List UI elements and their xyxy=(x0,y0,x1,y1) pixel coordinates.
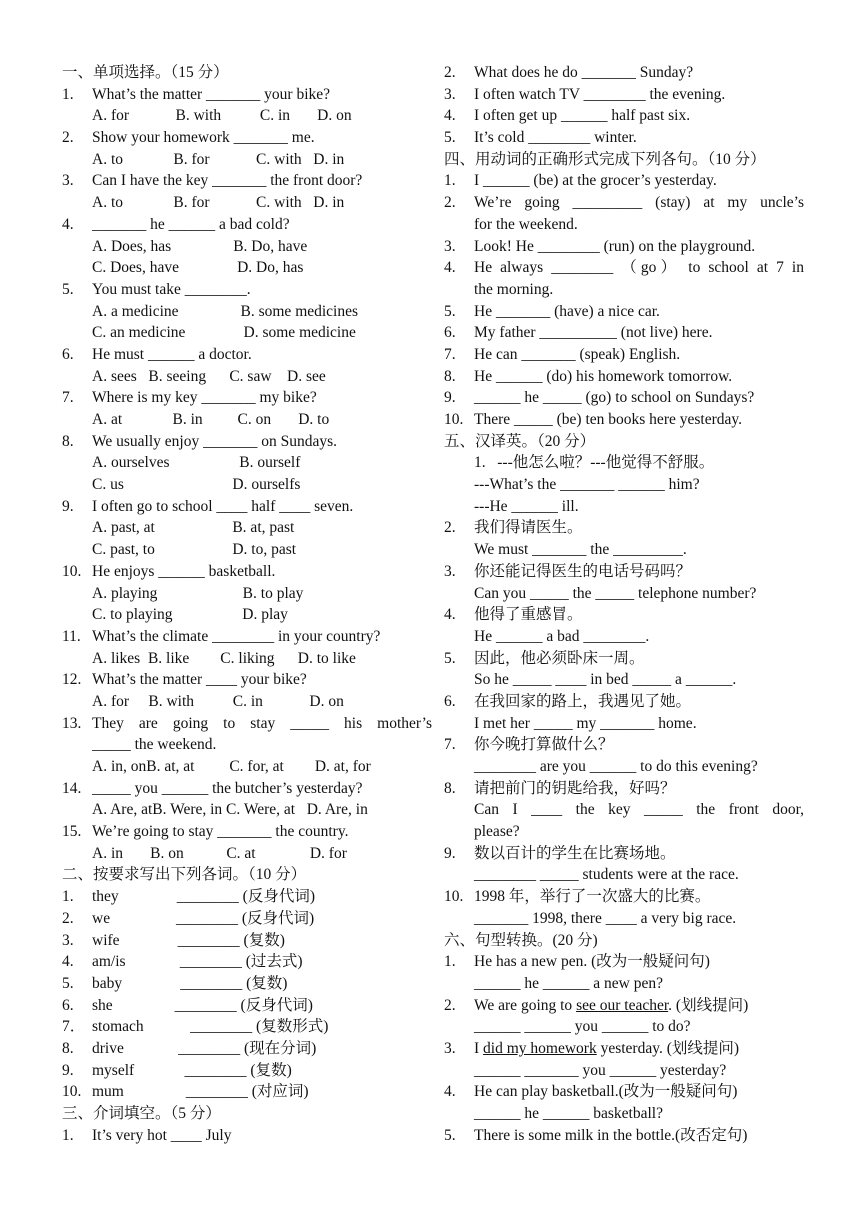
answer-line: He ______ a bad ________. xyxy=(474,627,650,645)
section-heading: 一、单项选择。（15 分） xyxy=(62,64,229,81)
question-line xyxy=(444,257,804,279)
question-text: He has a new pen. (改为一般疑问句) xyxy=(474,953,710,971)
question-number: 5. xyxy=(444,649,456,667)
answer-line: C. past, to D. to, past xyxy=(92,541,297,559)
question-text: He must ______ a doctor. xyxy=(92,345,252,363)
question-line xyxy=(444,366,804,388)
question-text: I ______ (be) at the grocer’s yesterday. xyxy=(474,172,717,190)
question-line xyxy=(444,691,804,713)
question-text: _____ you ______ the butcher’s yesterday? xyxy=(92,779,363,797)
question-number: 13. xyxy=(62,714,82,732)
question-text: We’re going to stay _______ the country. xyxy=(92,823,349,841)
question-line xyxy=(444,344,804,366)
question-text: we ________ (反身代词) xyxy=(92,909,315,927)
answer-line: for the weekend. xyxy=(474,215,578,233)
answer-line: ---What’s the _______ ______ him? xyxy=(474,476,700,494)
question-line xyxy=(62,127,432,149)
text-part: yesterday. (划线提问) xyxy=(596,1039,740,1057)
question-number: 12. xyxy=(62,671,82,689)
question-text: 请把前门的钥匙给我，好吗？ xyxy=(474,779,676,797)
answer-line: A. for B. with C. in D. on xyxy=(92,692,344,710)
question-number: 10. xyxy=(62,562,82,580)
question-text: myself ________ (复数) xyxy=(92,1061,292,1079)
question-number: 1. xyxy=(444,172,456,190)
question-line xyxy=(444,995,804,1017)
question-number: 3. xyxy=(444,562,456,580)
question-number: 3. xyxy=(62,172,74,190)
question-text: He enjoys ______ basketball. xyxy=(92,562,276,580)
question-text: What’s the climate ________ in your country? xyxy=(92,627,381,645)
text-part: I xyxy=(474,1039,484,1057)
question-line xyxy=(62,973,432,995)
question-line xyxy=(444,778,804,800)
question-text: We’re going _________ (stay) at my uncle’s xyxy=(474,194,804,212)
question-text: I often get up ______ half past six. xyxy=(474,107,691,125)
question-text: It’s cold ________ winter. xyxy=(474,129,637,147)
question-line xyxy=(444,886,804,908)
question-line xyxy=(444,517,804,539)
question-line xyxy=(62,1060,432,1082)
section-heading: 六、句型转换。(20 分) xyxy=(444,931,598,949)
question-line xyxy=(444,951,804,973)
question-number: 5. xyxy=(444,129,456,147)
question-line xyxy=(444,105,804,127)
question-text: am/is ________ (过去式) xyxy=(92,953,303,971)
question-number: 2. xyxy=(444,64,456,81)
question-text: drive ________ (现在分词) xyxy=(92,1039,317,1057)
answer-line: A. in B. on C. at D. for xyxy=(92,844,347,862)
question-number: 4. xyxy=(444,606,456,624)
answer-line: _____ the weekend. xyxy=(92,736,217,754)
question-text: they ________ (反身代词) xyxy=(92,888,316,906)
question-line xyxy=(62,170,432,192)
question-number: 7. xyxy=(444,345,456,363)
section-heading: 三、介词填空。（5 分） xyxy=(62,1105,221,1122)
question-number: 1. xyxy=(62,85,74,103)
answer-line: ______ _______ you ______ yesterday? xyxy=(474,1061,727,1079)
question-number: 1. xyxy=(444,953,456,971)
question-line xyxy=(444,1125,804,1147)
question-line xyxy=(62,1125,432,1147)
question-line xyxy=(62,930,432,952)
question-number: 3. xyxy=(62,931,74,949)
answer-line: ________ are you ______ to do this evening? xyxy=(474,758,758,775)
answer-line: A. Does, has B. Do, have xyxy=(92,237,308,255)
question-line xyxy=(62,344,432,366)
question-line xyxy=(62,84,432,106)
question-number: 2. xyxy=(444,194,456,212)
answer-line: A. Are, atB. Were, in C. Were, at D. Are, in xyxy=(92,801,368,819)
right-column xyxy=(444,62,804,1146)
question-line xyxy=(62,995,432,1017)
question-line xyxy=(444,387,804,409)
answer-line: So he _____ ____ in bed _____ a ______. xyxy=(474,671,737,689)
question-line xyxy=(62,1038,432,1060)
question-number: 5. xyxy=(62,974,74,992)
question-text: It’s very hot ____ July xyxy=(92,1126,232,1144)
answer-line: 1. ---他怎么啦？---他觉得不舒服。 xyxy=(474,454,715,472)
question-number: 9. xyxy=(444,389,456,407)
question-number: 14. xyxy=(62,779,82,797)
question-line xyxy=(62,778,432,800)
answer-line: I met her _____ my _______ home. xyxy=(474,714,697,732)
question-text: 他得了重感冒。 xyxy=(474,606,583,624)
question-number: 9. xyxy=(62,497,74,515)
question-line xyxy=(444,1038,804,1060)
question-text: stomach ________ (复数形式) xyxy=(92,1018,329,1036)
text-part: We are going to xyxy=(474,996,577,1014)
answer-line: C. to playing D. play xyxy=(92,606,288,624)
question-number: 5. xyxy=(444,302,456,320)
answer-line: Can you _____ the _____ telephone number? xyxy=(474,584,757,602)
question-line xyxy=(444,561,804,583)
section-heading: 五、汉译英。（20 分） xyxy=(444,432,596,450)
question-number: 4. xyxy=(444,259,456,277)
answer-line: C. an medicine D. some medicine xyxy=(92,324,356,342)
question-text: 1998 年，举行了一次盛大的比赛。 xyxy=(474,888,711,906)
question-number: 8. xyxy=(444,779,456,797)
answer-line: A. sees B. seeing C. saw D. see xyxy=(92,367,326,385)
question-line xyxy=(444,409,804,431)
question-text: What does he do _______ Sunday? xyxy=(474,64,694,81)
question-text: _______ he ______ a bad cold? xyxy=(92,215,290,233)
question-text: My father __________ (not live) here. xyxy=(474,324,713,342)
question-text: What’s the matter ____ your bike? xyxy=(92,671,307,689)
question-text: wife ________ (复数) xyxy=(92,931,285,949)
answer-line: A. ourselves B. ourself xyxy=(92,454,301,472)
underlined-phrase: did my homework xyxy=(483,1039,597,1057)
question-line xyxy=(62,1081,432,1103)
answer-line: A. a medicine B. some medicines xyxy=(92,302,359,320)
answer-line: A. playing B. to play xyxy=(92,584,304,602)
question-text: I often watch TV ________ the evening. xyxy=(474,85,726,103)
question-number: 8. xyxy=(444,367,456,385)
question-number: 10. xyxy=(444,411,464,428)
question-line xyxy=(444,843,804,865)
answer-line: C. us D. ourselfs xyxy=(92,476,301,494)
answer-line: _______ 1998, there ____ a very big race. xyxy=(474,909,737,927)
question-number: 6. xyxy=(62,345,74,363)
question-line xyxy=(444,192,804,214)
question-number: 1. xyxy=(62,888,74,906)
question-text: There _____ (be) ten books here yesterday. xyxy=(474,411,742,428)
question-number: 4. xyxy=(62,215,74,233)
question-line xyxy=(444,604,804,626)
answer-line: C. Does, have D. Do, has xyxy=(92,259,304,277)
question-line xyxy=(444,236,804,258)
answer-line: Can I ____ the key _____ the front door, xyxy=(474,801,804,819)
question-number: 2. xyxy=(62,909,74,927)
answer-line: A. likes B. like C. liking D. to like xyxy=(92,649,356,667)
question-number: 9. xyxy=(444,844,456,862)
question-text: 数以百计的学生在比赛场地。 xyxy=(474,844,676,862)
question-line xyxy=(62,669,432,691)
question-line xyxy=(444,648,804,670)
question-text: Where is my key _______ my bike? xyxy=(92,389,317,407)
question-number: 6. xyxy=(62,996,74,1014)
question-text: mum ________ (对应词) xyxy=(92,1083,309,1101)
question-text: He _______ (have) a nice car. xyxy=(474,302,660,320)
question-text: 在我回家的路上，我遇见了她。 xyxy=(474,692,692,710)
answer-line: ______ ______ you ______ to do? xyxy=(474,1018,691,1036)
question-number: 1. xyxy=(62,1126,74,1144)
question-line xyxy=(444,734,804,756)
question-line xyxy=(444,170,804,192)
question-line xyxy=(62,626,432,648)
answer-line: A. at B. in C. on D. to xyxy=(92,411,330,428)
question-number: 3. xyxy=(444,1039,456,1057)
question-number: 7. xyxy=(444,736,456,754)
question-number: 3. xyxy=(444,85,456,103)
question-number: 9. xyxy=(62,1061,74,1079)
question-line xyxy=(62,561,432,583)
question-text: 你还能记得医生的电话号码吗？ xyxy=(474,562,692,580)
question-text: I often go to school ____ half ____ seven. xyxy=(92,497,354,515)
question-text: He can _______ (speak) English. xyxy=(474,345,681,363)
question-number: 7. xyxy=(62,389,74,407)
question-line xyxy=(444,127,804,149)
question-line xyxy=(62,1016,432,1038)
question-text: He always ________ （go） to school at 7 in xyxy=(474,259,804,277)
question-number: 2. xyxy=(62,129,74,147)
question-number: 10. xyxy=(444,888,464,906)
question-text: baby ________ (复数) xyxy=(92,974,288,992)
question-line xyxy=(444,301,804,323)
question-text: 因此，他必须卧床一周。 xyxy=(474,649,645,667)
answer-line: ______ he ______ a new pen? xyxy=(474,974,663,992)
answer-line: A. for B. with C. in D. on xyxy=(92,107,352,125)
section-heading: 二、按要求写出下列各词。（10 分） xyxy=(62,866,307,884)
question-text: You must take ________. xyxy=(92,280,251,298)
answer-line: A. past, at B. at, past xyxy=(92,519,295,537)
question-line xyxy=(444,84,804,106)
question-text: 你今晚打算做什么？ xyxy=(474,736,614,754)
answer-line: ______ he ______ basketball? xyxy=(474,1105,663,1122)
question-line xyxy=(62,713,432,735)
question-text: ______ he _____ (go) to school on Sundays? xyxy=(474,389,755,407)
question-number: 5. xyxy=(62,280,74,298)
answer-line: the morning. xyxy=(474,280,554,298)
question-number: 5. xyxy=(444,1126,456,1144)
question-text: He ______ (do) his homework tomorrow. xyxy=(474,367,733,385)
question-number: 4. xyxy=(444,1083,456,1101)
question-number: 2. xyxy=(444,519,456,537)
question-line xyxy=(62,908,432,930)
question-line xyxy=(444,1081,804,1103)
question-text: They are going to stay _____ his mother’s xyxy=(92,714,432,732)
answer-line: A. to B. for C. with D. in xyxy=(92,194,345,212)
answer-line: please? xyxy=(474,823,520,841)
question-text: Look! He ________ (run) on the playground. xyxy=(474,237,756,255)
question-number: 2. xyxy=(444,996,456,1014)
question-line xyxy=(62,951,432,973)
underlined-phrase: see our teacher xyxy=(576,996,669,1014)
answer-line: ---He ______ ill. xyxy=(474,497,579,515)
answer-line: We must _______ the _________. xyxy=(474,541,687,559)
question-line xyxy=(62,387,432,409)
question-number: 4. xyxy=(444,107,456,125)
question-text: Show your homework _______ me. xyxy=(92,129,315,147)
question-number: 7． xyxy=(62,1018,86,1036)
question-text: she ________ (反身代词) xyxy=(92,996,313,1014)
question-text xyxy=(474,1038,804,1060)
question-number: 8. xyxy=(62,432,74,450)
question-text: He can play basketball.(改为一般疑问句) xyxy=(474,1083,738,1101)
left-column xyxy=(62,62,432,1146)
question-line xyxy=(62,431,432,453)
question-number: 11. xyxy=(62,627,81,645)
question-line xyxy=(62,279,432,301)
question-number: 3. xyxy=(444,237,456,255)
question-line xyxy=(62,496,432,518)
answer-line: ________ _____ students were at the race. xyxy=(474,866,739,884)
question-text: Can I have the key _______ the front door? xyxy=(92,172,363,190)
question-number: 15. xyxy=(62,823,82,841)
question-text: We usually enjoy _______ on Sundays. xyxy=(92,432,338,450)
answer-line: A. in, onB. at, at C. for, at D. at, for xyxy=(92,758,371,775)
question-line xyxy=(444,62,804,84)
section-heading: 四、用动词的正确形式完成下列各句。（10 分） xyxy=(444,150,766,168)
question-line xyxy=(62,214,432,236)
question-number: 6. xyxy=(444,324,456,342)
question-text: There is some milk in the bottle.(改否定句) xyxy=(474,1126,748,1144)
question-line xyxy=(444,322,804,344)
question-line xyxy=(62,886,432,908)
text-part: . (划线提问) xyxy=(668,996,749,1014)
question-number: 4. xyxy=(62,953,74,971)
question-text xyxy=(474,995,804,1017)
question-text: What’s the matter _______ your bike? xyxy=(92,85,331,103)
question-line xyxy=(62,821,432,843)
question-number: 6. xyxy=(444,692,456,710)
question-number: 10. xyxy=(62,1083,82,1101)
answer-line: A. to B. for C. with D. in xyxy=(92,150,345,168)
question-number: 8. xyxy=(62,1039,74,1057)
question-text: 我们得请医生。 xyxy=(474,519,583,537)
